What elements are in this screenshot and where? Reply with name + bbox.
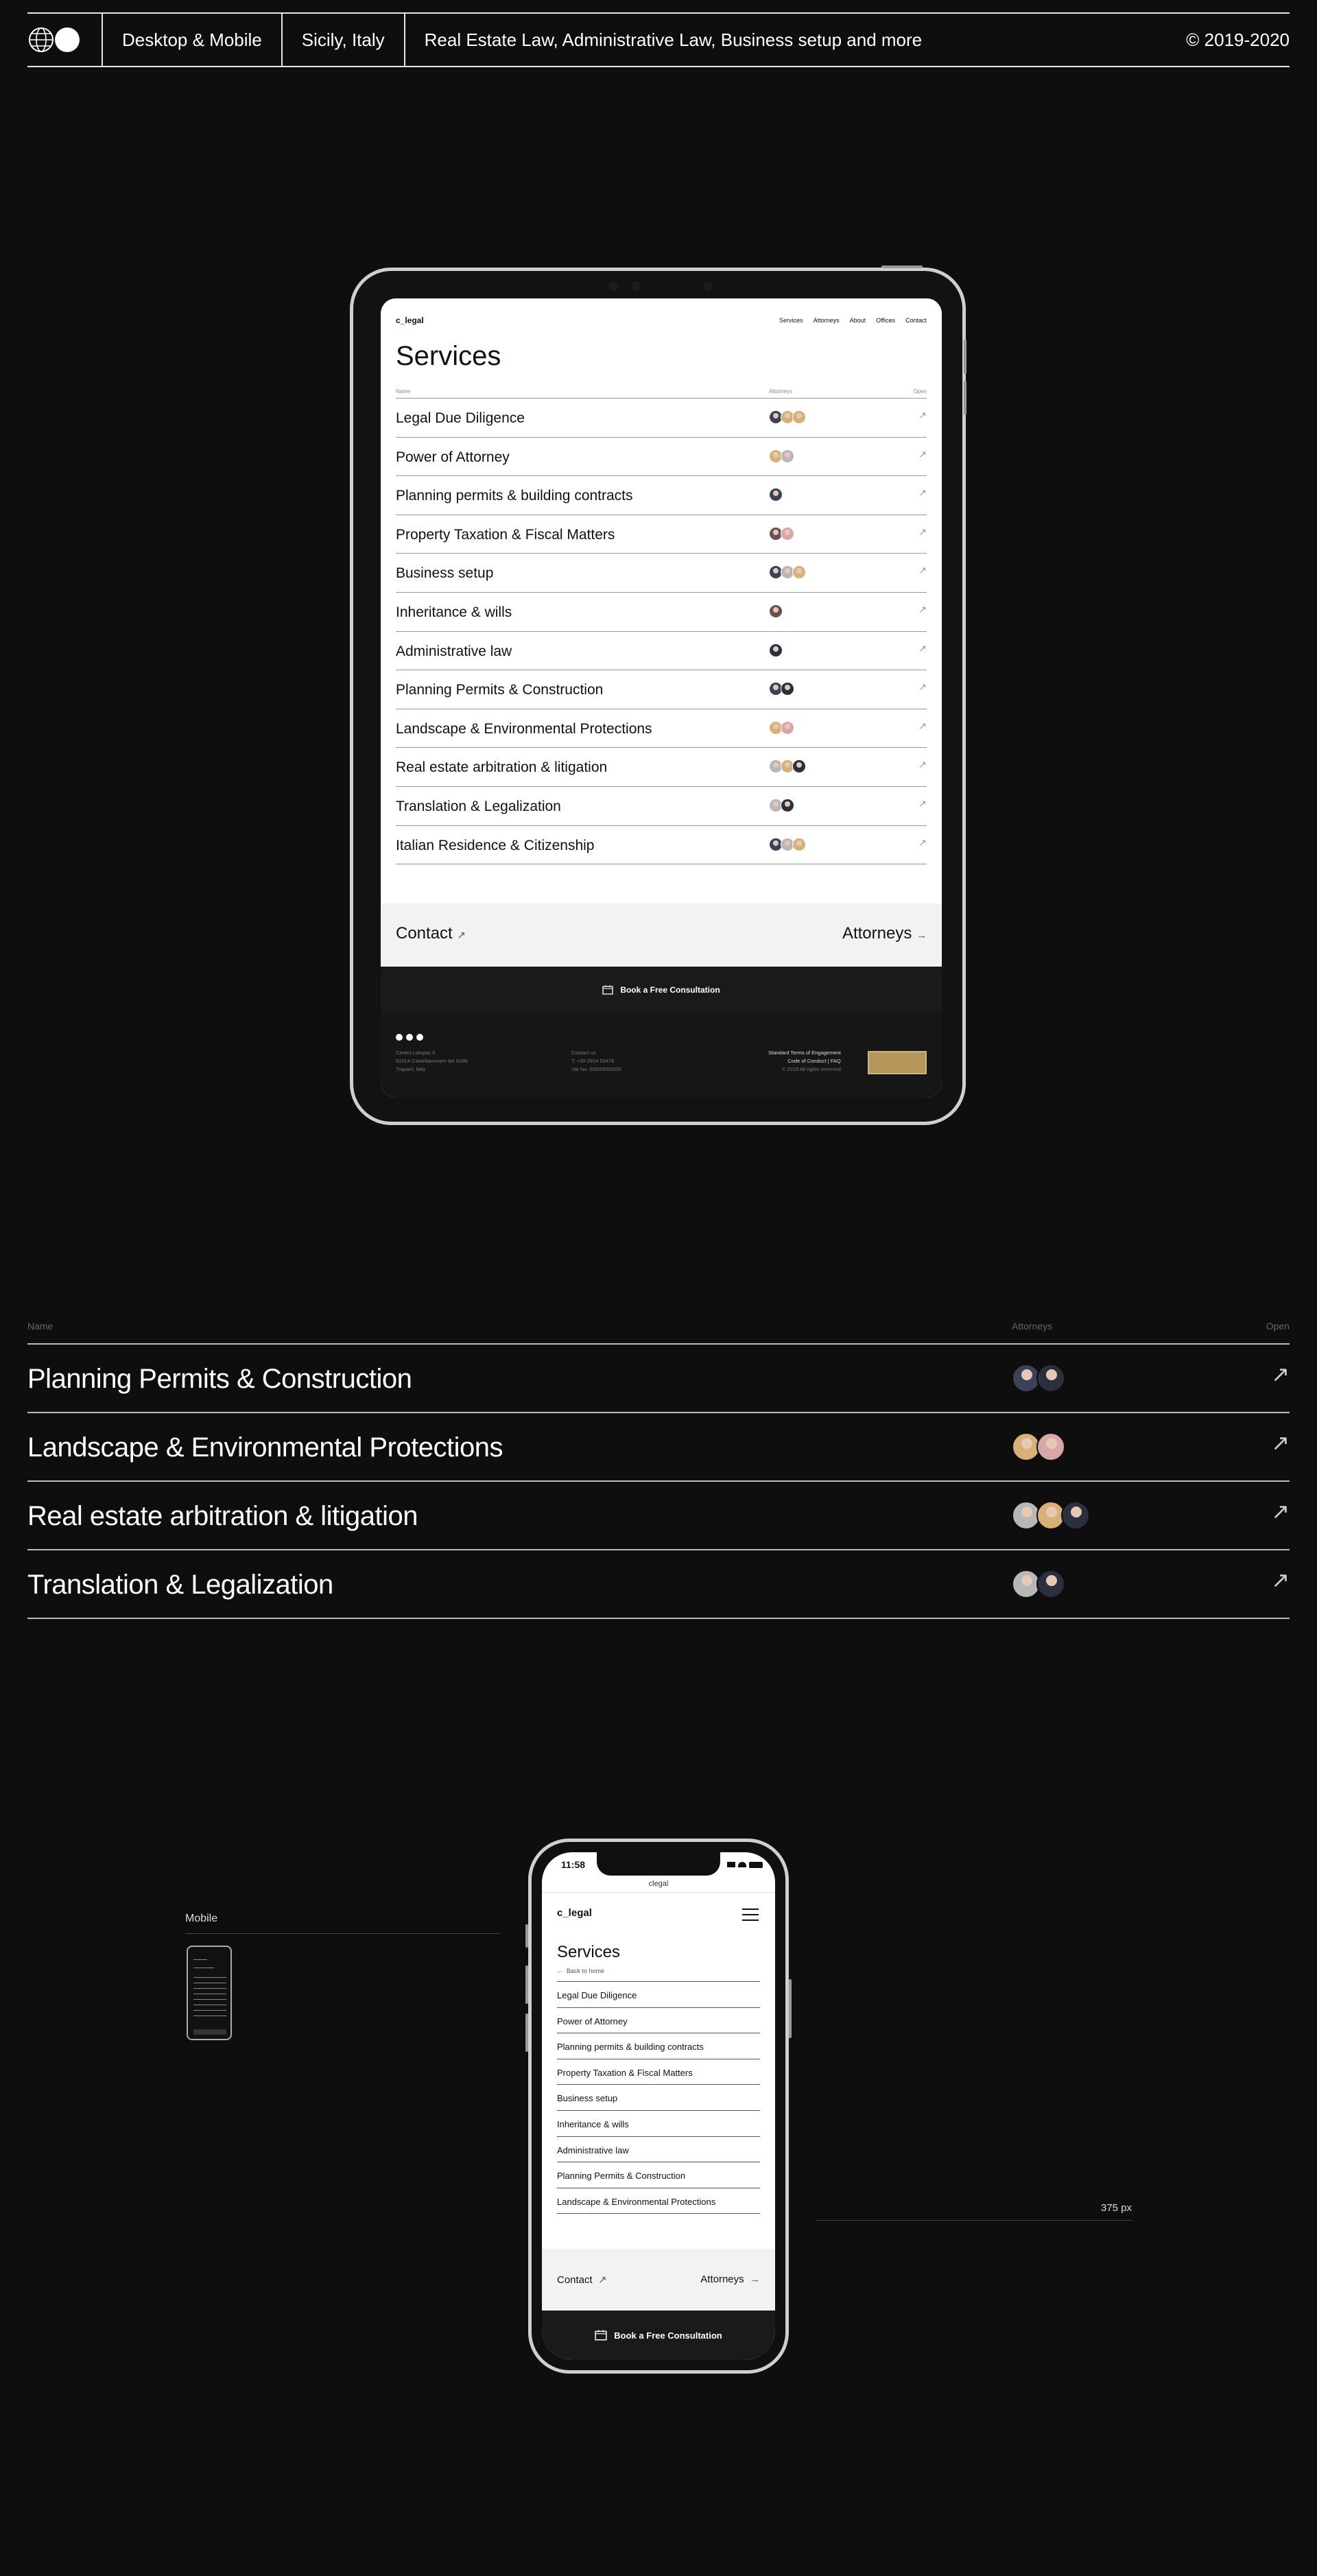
column-attorneys: Attorneys [769, 388, 792, 394]
mobile-label-divider [185, 1933, 501, 1934]
back-label: Back to home [567, 1968, 605, 1974]
status-time: 11:58 [561, 1859, 586, 1870]
arrow-up-right-icon[interactable]: ↗ [1271, 1430, 1290, 1455]
location-label: Sicily, Italy [283, 14, 405, 66]
attorneys-link[interactable] [842, 924, 927, 943]
nav-link-services[interactable]: Services [779, 317, 803, 324]
arrow-up-right-icon[interactable]: ↗ [918, 797, 927, 809]
avatar[interactable] [781, 799, 794, 812]
back-link[interactable] [557, 1968, 604, 1974]
attorney-avatars [769, 449, 792, 463]
wifi-icon [738, 1862, 746, 1867]
facebook-icon[interactable] [396, 1034, 403, 1041]
list-item[interactable]: Business setup [557, 2085, 760, 2111]
service-name: Planning Permits & Construction [396, 682, 604, 698]
arrow-up-right-icon[interactable]: ↗ [918, 836, 927, 848]
attorneys-label: Attorneys [700, 2273, 744, 2285]
contact-band [542, 2249, 775, 2311]
service-name: Power of Attorney [396, 449, 510, 465]
viewport-width-label: 375 px [1101, 2202, 1132, 2214]
phone-notch [597, 1852, 720, 1876]
address-line: Trapani, Italy [396, 1066, 426, 1072]
nav-link-offices[interactable]: Offices [876, 317, 895, 324]
service-name: Landscape & Environmental Protections [27, 1432, 503, 1463]
attorney-avatars [769, 682, 792, 696]
attorney-avatars [769, 721, 792, 735]
nav-link-attorneys[interactable]: Attorneys [813, 317, 840, 324]
attorney-avatars [1012, 1364, 1061, 1393]
footer-contact [571, 1049, 621, 1074]
table-row[interactable] [396, 826, 927, 865]
calendar-icon [595, 2330, 607, 2341]
avatar[interactable] [781, 527, 794, 541]
address-line: Centro Lotopac 6 [396, 1050, 436, 1056]
avatar[interactable] [769, 643, 783, 657]
arrow-right-icon: → [750, 2273, 760, 2285]
phone-screen [542, 1852, 775, 2360]
services-table [396, 398, 927, 864]
avatar[interactable] [792, 838, 806, 851]
footer-links [768, 1049, 841, 1074]
top-bar [27, 12, 1290, 67]
power-button [881, 265, 923, 268]
list-item[interactable]: Planning Permits & Construction [557, 2162, 760, 2188]
url-divider [542, 1892, 775, 1893]
status-icons [727, 1862, 763, 1868]
table-row[interactable] [27, 1413, 1290, 1482]
menu-icon[interactable] [742, 1907, 759, 1922]
service-name: Administrative law [396, 643, 512, 659]
arrow-up-right-icon[interactable]: ↗ [918, 720, 927, 731]
arrow-up-right-icon[interactable]: ↗ [918, 565, 927, 576]
attorney-avatars [1012, 1501, 1086, 1530]
camera-icon [631, 281, 641, 291]
attorney-avatars [769, 643, 781, 657]
table-row[interactable] [396, 515, 927, 554]
table-row[interactable] [396, 554, 927, 593]
calendar-icon [602, 985, 613, 995]
signal-icon [727, 1862, 735, 1867]
mobile-services-list [557, 1981, 760, 2214]
table-row[interactable] [27, 1345, 1290, 1413]
contact-line: T: +39 0924 53478 [571, 1058, 615, 1064]
avatar[interactable] [781, 721, 794, 735]
table-row[interactable] [27, 1482, 1290, 1550]
contact-label: Contact [396, 924, 453, 943]
list-item[interactable]: Legal Due Diligence [557, 1982, 760, 2008]
arrow-up-right-icon[interactable]: ↗ [918, 410, 927, 421]
attorney-avatars [769, 410, 804, 424]
avatar[interactable] [792, 410, 806, 424]
list-item[interactable]: Administrative law [557, 2137, 760, 2163]
avatar[interactable] [1036, 1432, 1065, 1461]
avatar[interactable] [1036, 1570, 1065, 1598]
conduct-faq-link[interactable]: Code of Conduct | FAQ [787, 1058, 841, 1064]
column-name: Name [396, 388, 411, 394]
avatar[interactable] [781, 682, 794, 696]
arrow-right-icon: → [916, 930, 927, 941]
avatar[interactable] [781, 449, 794, 463]
footer [381, 1013, 942, 1098]
arrow-up-right-icon[interactable]: ↗ [918, 759, 927, 770]
terms-link[interactable]: Standard Terms of Engagement [768, 1050, 841, 1056]
contact-link[interactable] [396, 924, 466, 943]
site-logo[interactable]: c_legal [396, 316, 424, 325]
column-open: Open [913, 388, 927, 394]
tablet-nav [396, 314, 927, 327]
social-links [396, 1034, 423, 1041]
arrow-up-right-icon[interactable]: ↗ [1271, 1362, 1290, 1386]
table-row[interactable] [396, 476, 927, 515]
service-name: Real estate arbitration & litigation [396, 759, 608, 776]
footer-address [396, 1049, 468, 1074]
sensor-icon [703, 281, 713, 291]
service-name: Italian Residence & Citizenship [396, 837, 595, 853]
linkedin-icon[interactable] [416, 1034, 423, 1041]
attorneys-label: Attorneys [842, 924, 912, 943]
battery-icon [749, 1862, 763, 1868]
list-item[interactable]: Landscape & Environmental Protections [557, 2188, 760, 2214]
avatar[interactable] [769, 488, 783, 501]
zoom-services-table [27, 1343, 1290, 1619]
book-label: Book a Free Consultation [620, 985, 720, 995]
attorney-avatars [769, 799, 792, 812]
attorney-avatars [769, 838, 804, 851]
nav-links [779, 317, 927, 324]
contact-link[interactable] [557, 2273, 607, 2286]
tablet-mockup [350, 268, 966, 1125]
arrow-up-right-icon[interactable]: ↗ [1271, 1499, 1290, 1524]
book-consultation-button[interactable] [542, 2311, 775, 2360]
attorney-avatars [769, 604, 781, 618]
service-name: Real estate arbitration & litigation [27, 1501, 418, 1531]
mute-switch [525, 1924, 528, 1948]
attorney-avatars [769, 488, 781, 501]
arrow-left-icon: ← [557, 1968, 563, 1974]
avatar[interactable] [792, 565, 806, 579]
arrow-up-right-icon[interactable]: ↗ [918, 487, 927, 499]
table-row[interactable] [396, 748, 927, 787]
service-name: Landscape & Environmental Protections [396, 720, 652, 737]
book-consultation-button[interactable] [381, 967, 942, 1013]
arrow-up-right-icon[interactable]: ↗ [918, 448, 927, 460]
service-name: Planning permits & building contracts [396, 488, 633, 504]
table-row[interactable] [396, 399, 927, 438]
table-row[interactable] [396, 670, 927, 709]
attorneys-link[interactable] [700, 2273, 760, 2285]
globe-icon [27, 25, 85, 55]
power-button [789, 1979, 792, 2038]
volume-button [964, 381, 966, 415]
attorney-avatars [769, 565, 804, 579]
attorney-avatars [1012, 1432, 1061, 1461]
table-row[interactable] [396, 787, 927, 826]
attorney-avatars [1012, 1570, 1061, 1598]
table-row[interactable] [396, 438, 927, 477]
list-item[interactable]: Power of Attorney [557, 2008, 760, 2034]
viewport-width-divider [816, 2220, 1132, 2221]
arrow-up-right-icon: ↗ [598, 2274, 607, 2286]
nav-link-contact[interactable]: Contact [905, 317, 927, 324]
service-name: Property Taxation & Fiscal Matters [396, 526, 615, 543]
page-title: Services [396, 341, 501, 371]
arrow-up-right-icon[interactable]: ↗ [1271, 1568, 1290, 1592]
arrow-up-right-icon[interactable]: ↗ [918, 642, 927, 654]
contact-label: Contact [557, 2274, 593, 2286]
contact-line: Contact us [571, 1050, 596, 1056]
service-name: Translation & Legalization [396, 798, 561, 814]
column-name: Name [27, 1321, 54, 1332]
attorney-avatars [769, 527, 792, 541]
service-name: Business setup [396, 565, 494, 582]
platform-label: Desktop & Mobile [103, 14, 283, 66]
mobile-thumbnail [187, 1946, 232, 2040]
service-name: Planning Permits & Construction [27, 1364, 412, 1394]
address-line: 91014 Castellammare del Golfo [396, 1058, 468, 1064]
attorney-avatars [769, 759, 804, 773]
book-label: Book a Free Consultation [614, 2330, 722, 2341]
instagram-icon[interactable] [406, 1034, 413, 1041]
nav-link-about[interactable]: About [849, 317, 866, 324]
list-item[interactable]: Property Taxation & Fiscal Matters [557, 2059, 760, 2085]
avatar[interactable] [1036, 1364, 1065, 1393]
service-name: Translation & Legalization [27, 1570, 333, 1600]
phone-mockup [528, 1839, 789, 2374]
certification-badge [868, 1051, 927, 1074]
services-summary: Real Estate Law, Administrative Law, Business setup and more [424, 29, 923, 50]
footer-rights: © 2019 All rights reserved [781, 1066, 841, 1072]
table-row[interactable] [396, 593, 927, 632]
arrow-up-right-icon[interactable]: ↗ [918, 681, 927, 693]
site-logo[interactable]: c_legal [557, 1907, 592, 1919]
table-header [396, 388, 927, 398]
list-item[interactable]: Inheritance & wills [557, 2111, 760, 2137]
mobile-label: Mobile [185, 1913, 218, 1924]
avatar[interactable] [1061, 1501, 1090, 1530]
contact-band [381, 903, 942, 967]
volume-button [525, 1965, 528, 2004]
arrow-up-right-icon[interactable]: ↗ [918, 525, 927, 537]
brand-logo [27, 14, 103, 66]
table-row[interactable] [27, 1550, 1290, 1619]
volume-button [525, 2013, 528, 2052]
contact-line: Vat No. 00000000000 [571, 1066, 621, 1072]
column-attorneys: Attorneys [1012, 1321, 1053, 1332]
tablet-screen [381, 298, 942, 1098]
service-name: Inheritance & wills [396, 604, 512, 620]
avatar[interactable] [792, 759, 806, 773]
table-row[interactable] [396, 632, 927, 671]
zoom-table-header [27, 1321, 1290, 1341]
avatar[interactable] [769, 604, 783, 618]
arrow-up-right-icon[interactable]: ↗ [918, 603, 927, 615]
list-item[interactable]: Planning permits & building contracts [557, 2033, 760, 2059]
page-title: Services [557, 1943, 621, 1961]
browser-url[interactable]: clegal [648, 1880, 669, 1888]
column-open: Open [1266, 1321, 1290, 1332]
arrow-up-right-icon: ↗ [457, 930, 466, 941]
volume-button [964, 340, 966, 374]
camera-icon [608, 281, 618, 291]
table-row[interactable] [396, 709, 927, 748]
service-name: Legal Due Diligence [396, 410, 525, 426]
copyright: © 2019-2020 [1186, 29, 1290, 50]
